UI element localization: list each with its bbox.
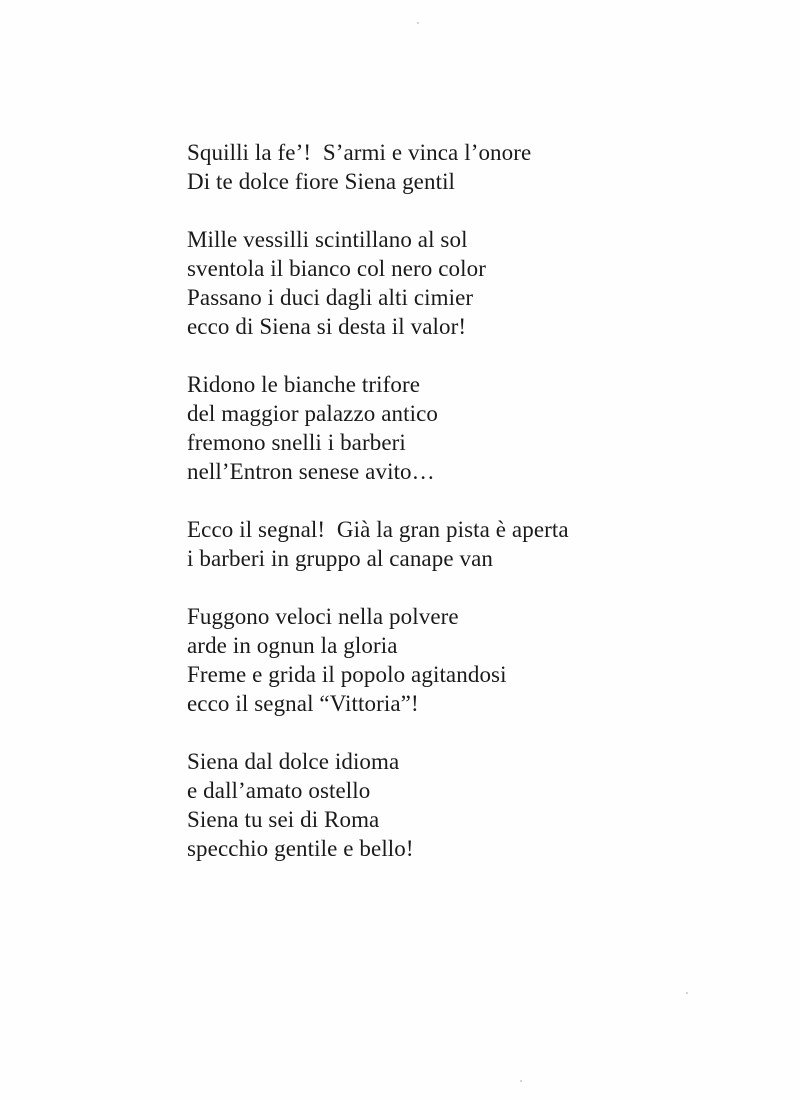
poem-line: nell’Entron senese avito… xyxy=(187,459,435,484)
poem-line: e dall’amato ostello xyxy=(187,778,371,803)
poem-line: Mille vessilli scintillano al sol xyxy=(187,227,468,252)
poem-line: sventola il bianco col nero color xyxy=(187,256,487,281)
poem-line: Di te dolce fiore Siena gentil xyxy=(187,169,456,194)
stanza-3 xyxy=(187,370,747,486)
poem-line: arde in ognun la gloria xyxy=(187,633,398,658)
poem-line: ecco il segnal “Vittoria”! xyxy=(187,691,419,716)
poem-line: Squilli la fe’! S’armi e vinca l’onore xyxy=(187,140,532,165)
scan-speck xyxy=(686,992,688,994)
poem-line: specchio gentile e bello! xyxy=(187,836,414,861)
poem-line: i barberi in gruppo al canape van xyxy=(187,546,494,571)
poem-line: fremono snelli i barberi xyxy=(187,430,406,455)
stanza-5 xyxy=(187,602,747,718)
poem-line: Freme e grida il popolo agitandosi xyxy=(187,662,507,687)
scan-speck xyxy=(417,22,419,24)
stanza-6 xyxy=(187,747,747,863)
poem-line: del maggior palazzo antico xyxy=(187,401,439,426)
poem-line: Ecco il segnal! Già la gran pista è aperta xyxy=(187,517,569,542)
stanza-4 xyxy=(187,515,747,573)
poem-line: ecco di Siena si desta il valor! xyxy=(187,314,467,339)
stanza-1 xyxy=(187,138,747,196)
poem-line: Siena dal dolce idioma xyxy=(187,749,400,774)
poem-line: Ridono le bianche trifore xyxy=(187,372,421,397)
stanza-2 xyxy=(187,225,747,341)
poem-line: Fuggono veloci nella polvere xyxy=(187,604,459,629)
poem xyxy=(187,138,747,892)
scan-speck xyxy=(520,1080,522,1082)
poem-line: Siena tu sei di Roma xyxy=(187,807,380,832)
poem-line: Passano i duci dagli alti cimier xyxy=(187,285,474,310)
